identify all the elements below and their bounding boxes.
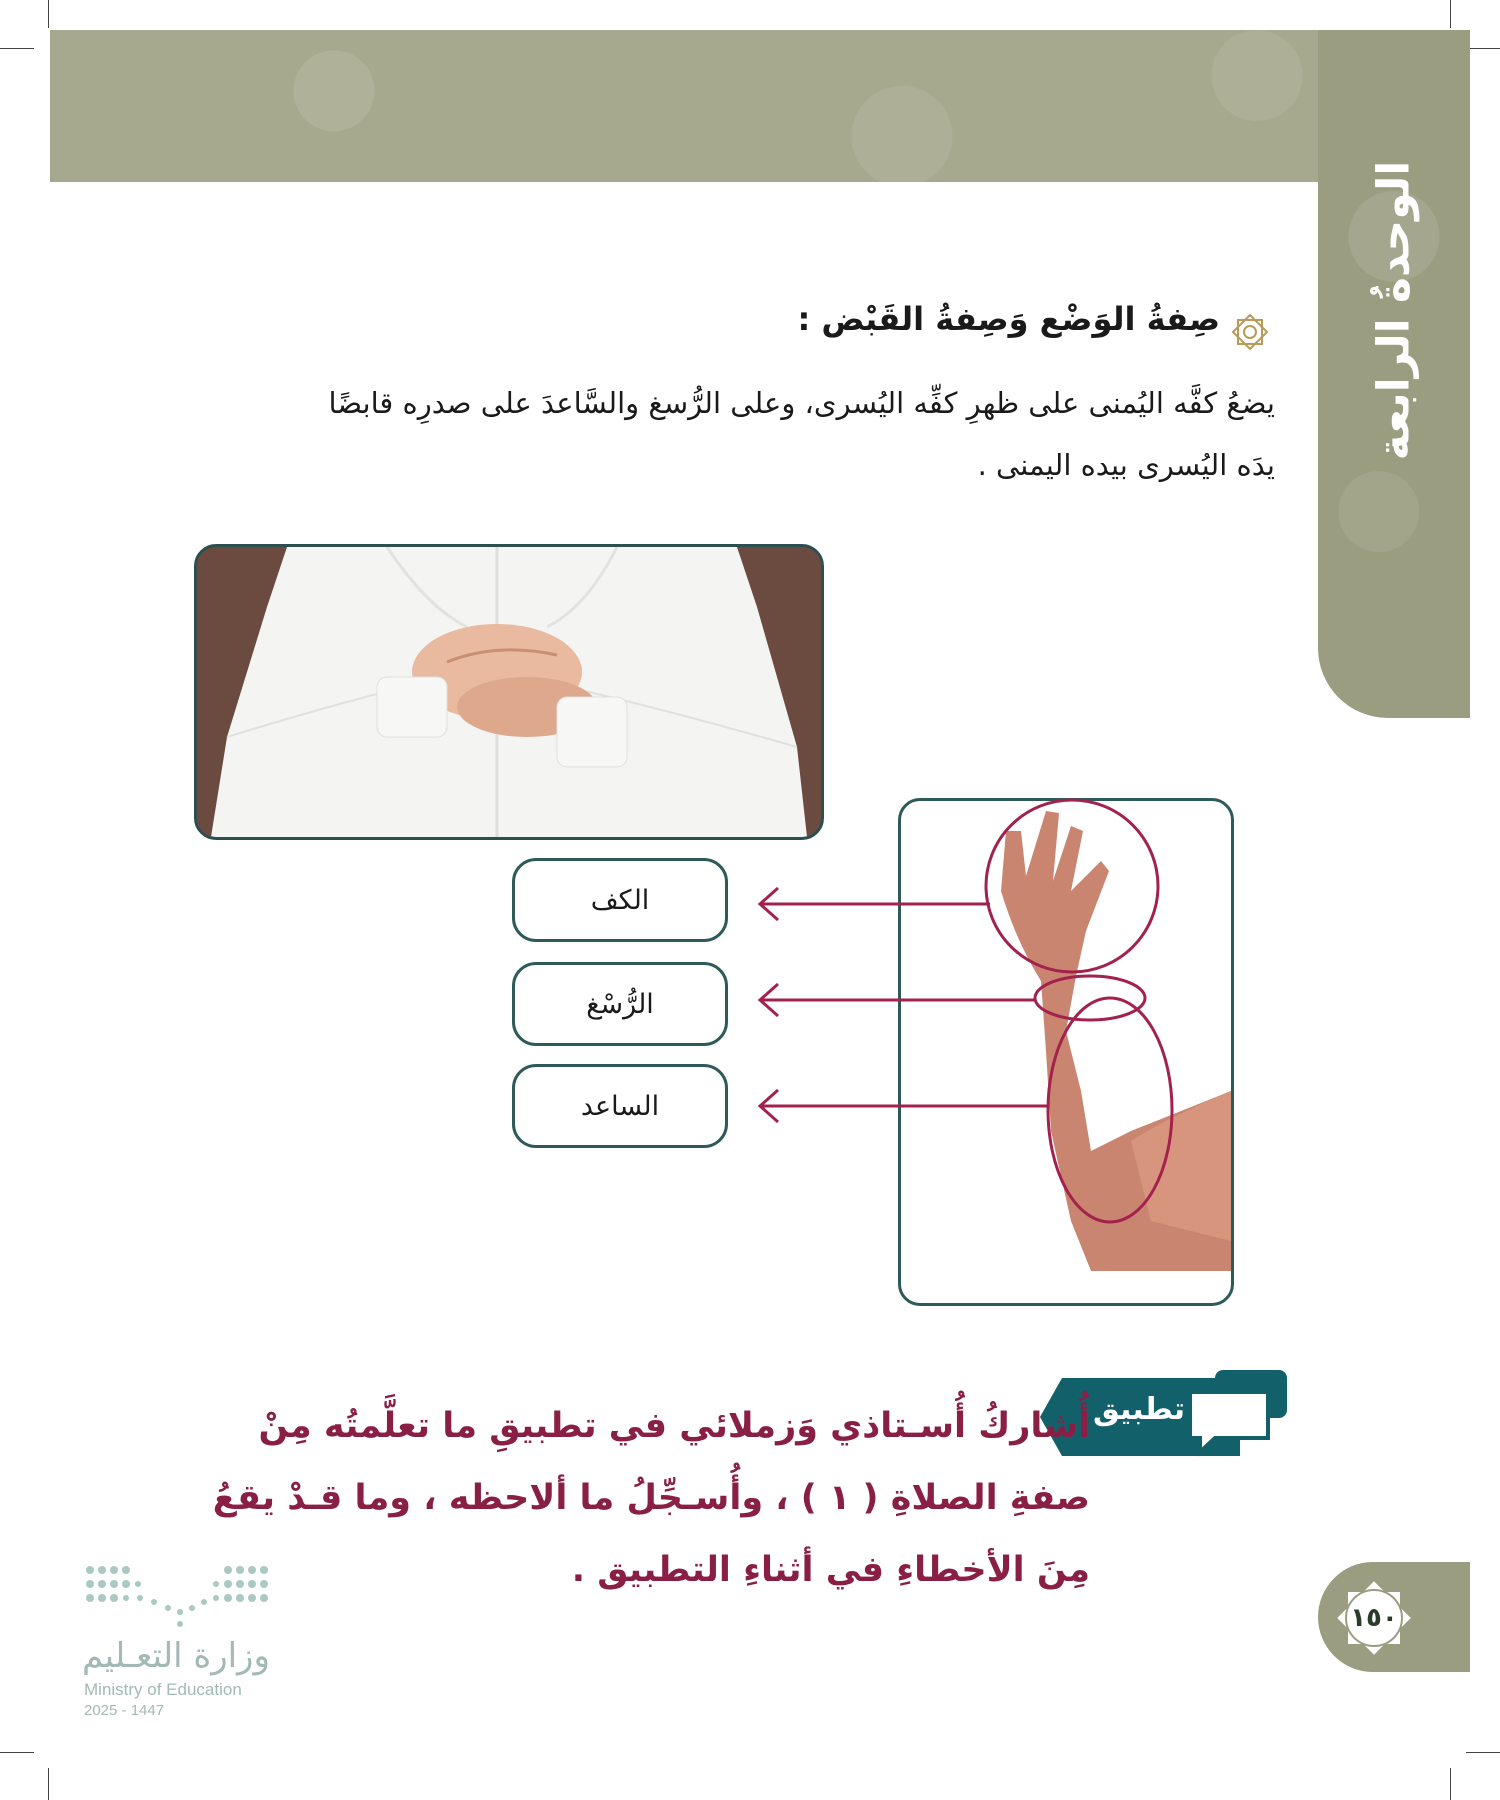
label-wrist-text: الرُّسْغ (586, 988, 654, 1020)
label-forearm-text: الساعد (580, 1090, 660, 1122)
section-paragraph: يضعُ كفَّه اليُمنى على ظهرِ كفِّه اليُسرى، وعلى الرُّسغ والسَّاعدَ على صدرِه قابضًا يدَه اليُسرى بيده اليمنى . (328, 386, 1275, 482)
unit-title-text: الوحدةُ الرابعة (1368, 160, 1420, 460)
label-wrist (512, 962, 728, 1046)
ministry-year: 2025 - 1447 (84, 1702, 165, 1719)
page-number: ١٥٠ (1350, 1603, 1398, 1633)
ministry-logo-icon (84, 1562, 270, 1630)
ministry-name-arabic: وزارة التعـليم (82, 1636, 270, 1676)
label-palm (512, 858, 728, 942)
section-heading: صِفةُ الوَضْع وَصِفةُ القَبْض : (797, 300, 1220, 338)
label-palm-text: الكف (590, 884, 650, 916)
application-badge-label: تطبيق (1092, 1392, 1186, 1427)
ministry-name-english: Ministry of Education (84, 1680, 242, 1699)
application-text: أُشاركُ أُسـتاذي وَزملائي في تطبيقِ ما تعلَّمتُه مِنْ صفةِ الصلاةِ ( ١ ) ، وأُسـجِّلُ ما ألاحظه ، وما قـدْ يقعُ مِنَ الأخطاءِ في أثناءِ التطبيق . (212, 1406, 1090, 1590)
label-forearm (512, 1064, 728, 1148)
